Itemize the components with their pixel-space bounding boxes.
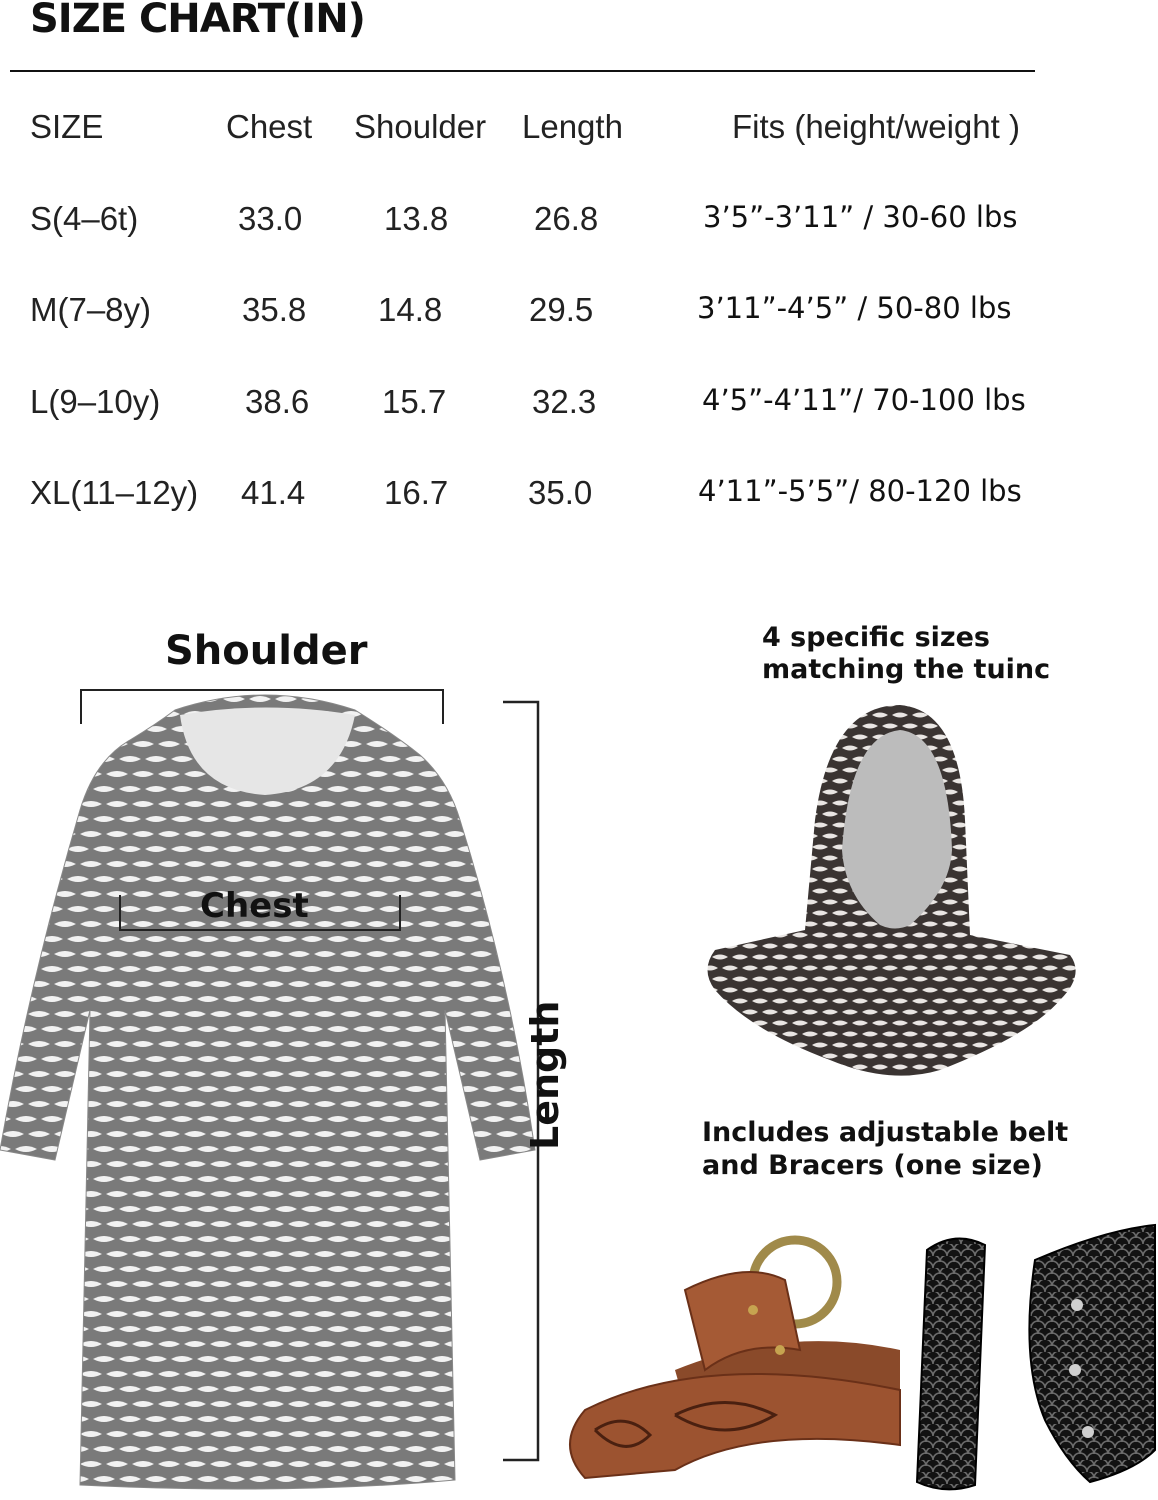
tunic-image bbox=[0, 695, 535, 1489]
cell-shoulder: 16.7 bbox=[384, 474, 449, 511]
cell-shoulder: 14.8 bbox=[378, 291, 443, 328]
cell-length: 29.5 bbox=[529, 291, 594, 328]
cell-size: L(9–10y) bbox=[30, 383, 161, 420]
cell-fits: 3’11”-4’5” / 50-80 lbs bbox=[697, 291, 1012, 325]
hood-image bbox=[700, 700, 1090, 1090]
cell-length: 35.0 bbox=[528, 474, 593, 511]
header-chest: Chest bbox=[226, 108, 313, 145]
length-label: Length bbox=[523, 1000, 567, 1150]
accessories-caption-line1: Includes adjustable belt bbox=[702, 1117, 1069, 1148]
hood-caption-line2: matching the tuinc bbox=[762, 654, 1051, 685]
cell-chest: 33.0 bbox=[238, 200, 303, 237]
cell-size: XL(11–12y) bbox=[30, 474, 199, 511]
cell-chest: 41.4 bbox=[241, 474, 306, 511]
tunic-diagram bbox=[0, 680, 560, 1500]
cell-length: 32.3 bbox=[532, 383, 597, 420]
cell-chest: 35.8 bbox=[242, 291, 307, 328]
title-divider bbox=[10, 70, 1035, 72]
accessories-caption-line2: and Bracers (one size) bbox=[702, 1150, 1043, 1181]
cell-fits: 4’5”-4’11”/ 70-100 lbs bbox=[702, 383, 1026, 417]
cell-size: M(7–8y) bbox=[30, 291, 152, 328]
cell-fits: 3’5”-3’11” / 30-60 lbs bbox=[703, 200, 1018, 234]
page-title: SIZE CHART(IN) bbox=[30, 0, 365, 42]
header-shoulder: Shoulder bbox=[354, 108, 487, 145]
cell-shoulder: 15.7 bbox=[382, 383, 447, 420]
hood-caption-line1: 4 specific sizes bbox=[762, 622, 990, 653]
cell-chest: 38.6 bbox=[245, 383, 310, 420]
belt-image bbox=[555, 1230, 905, 1492]
cell-length: 26.8 bbox=[534, 200, 599, 237]
bracers-image bbox=[905, 1220, 1158, 1495]
chest-label: Chest bbox=[200, 886, 309, 926]
cell-fits: 4’11”-5’5”/ 80-120 lbs bbox=[698, 474, 1022, 508]
cell-size: S(4–6t) bbox=[30, 200, 139, 237]
header-size: SIZE bbox=[30, 108, 104, 145]
cell-shoulder: 13.8 bbox=[384, 200, 449, 237]
header-fits: Fits (height/weight ) bbox=[732, 108, 1020, 145]
header-length: Length bbox=[522, 108, 623, 145]
shoulder-label: Shoulder bbox=[165, 628, 368, 674]
